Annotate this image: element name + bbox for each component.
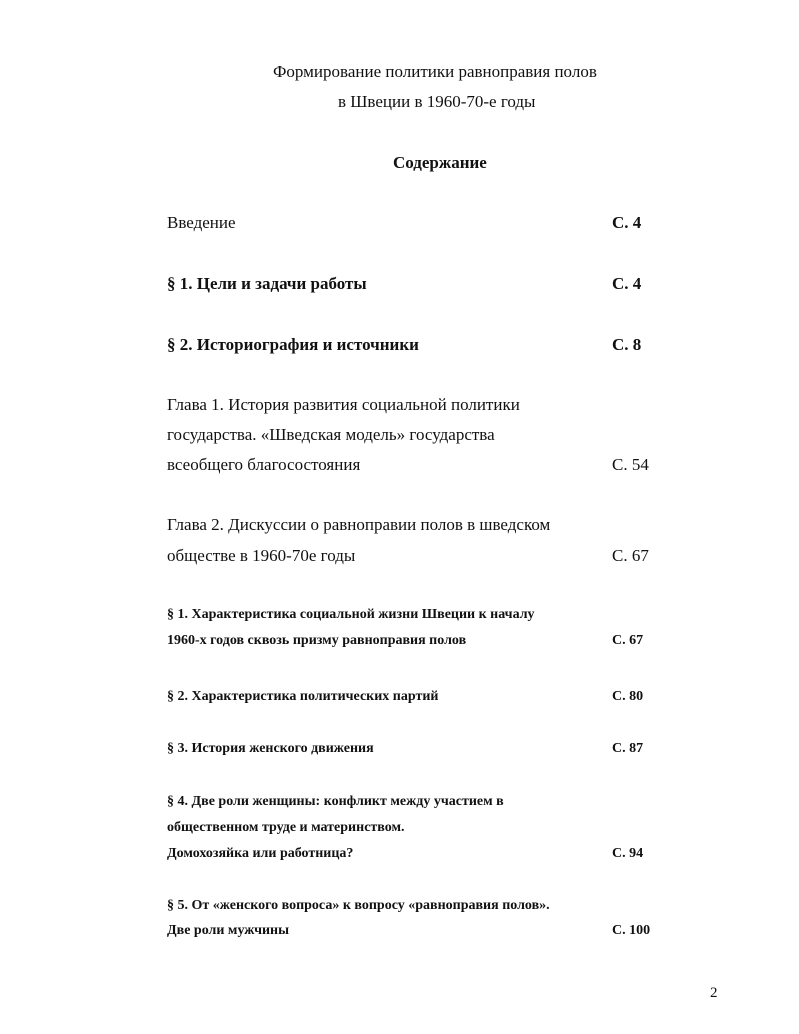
toc-entry-chapter-1-line-3: всеобщего благосостояния <box>167 455 361 474</box>
toc-page-ref-introduction: С. 4 <box>612 213 642 232</box>
toc-entry-section-2-5-line-2: Две роли мужчины <box>167 923 290 938</box>
toc-entry-section-2-1-line-2: 1960-х годов сквозь призму равноправия полов <box>167 633 467 648</box>
toc-entry-section-2-3: § 3. История женского движения <box>167 741 374 756</box>
toc-entry-historiography: § 2. Историография и источники <box>167 335 419 354</box>
toc-entry-section-2-1-line-1: § 1. Характеристика социальной жизни Швеции к началу <box>167 607 535 622</box>
page-number: 2 <box>710 985 718 1001</box>
toc-page-ref-section-2-3: С. 87 <box>612 741 644 756</box>
toc-entry-section-2-4-line-3: Домохозяйка или работница? <box>167 846 354 861</box>
document-title-line-1: Формирование политики равноправия полов <box>273 62 597 81</box>
toc-page-ref-section-2-2: С. 80 <box>612 689 644 704</box>
toc-entry-section-2-4-line-2: общественном труде и материнством. <box>167 820 405 835</box>
toc-entry-section-2-5-line-1: § 5. От «женского вопроса» к вопросу «равноправия полов». <box>167 898 550 913</box>
toc-entry-section-2-2: § 2. Характеристика политических партий <box>167 689 439 704</box>
toc-entry-chapter-2-line-2: обществе в 1960-70е годы <box>167 546 356 565</box>
toc-page-ref-section-2-5: С. 100 <box>612 923 651 938</box>
toc-entry-section-2-4-line-1: § 4. Две роли женщины: конфликт между участием в <box>167 794 504 809</box>
toc-page-ref-chapter-2: С. 67 <box>612 546 649 565</box>
toc-entry-chapter-1-line-1: Глава 1. История развития социальной политики <box>167 395 520 414</box>
toc-page-ref-historiography: С. 8 <box>612 335 642 354</box>
toc-page-ref-goals: С. 4 <box>612 274 642 293</box>
toc-page-ref-section-2-1: С. 67 <box>612 633 644 648</box>
toc-entry-goals: § 1. Цели и задачи работы <box>167 274 367 293</box>
document-title-line-2: в Швеции в 1960-70-е годы <box>338 92 536 111</box>
toc-entry-chapter-2-line-1: Глава 2. Дискуссии о равноправии полов в шведском <box>167 515 551 534</box>
toc-entry-introduction: Введение <box>167 213 236 232</box>
toc-page-ref-section-2-4: С. 94 <box>612 846 644 861</box>
toc-entry-chapter-1-line-2: государства. «Шведская модель» государства <box>167 425 495 444</box>
contents-heading: Содержание <box>393 153 487 172</box>
toc-page-ref-chapter-1: С. 54 <box>612 455 649 474</box>
